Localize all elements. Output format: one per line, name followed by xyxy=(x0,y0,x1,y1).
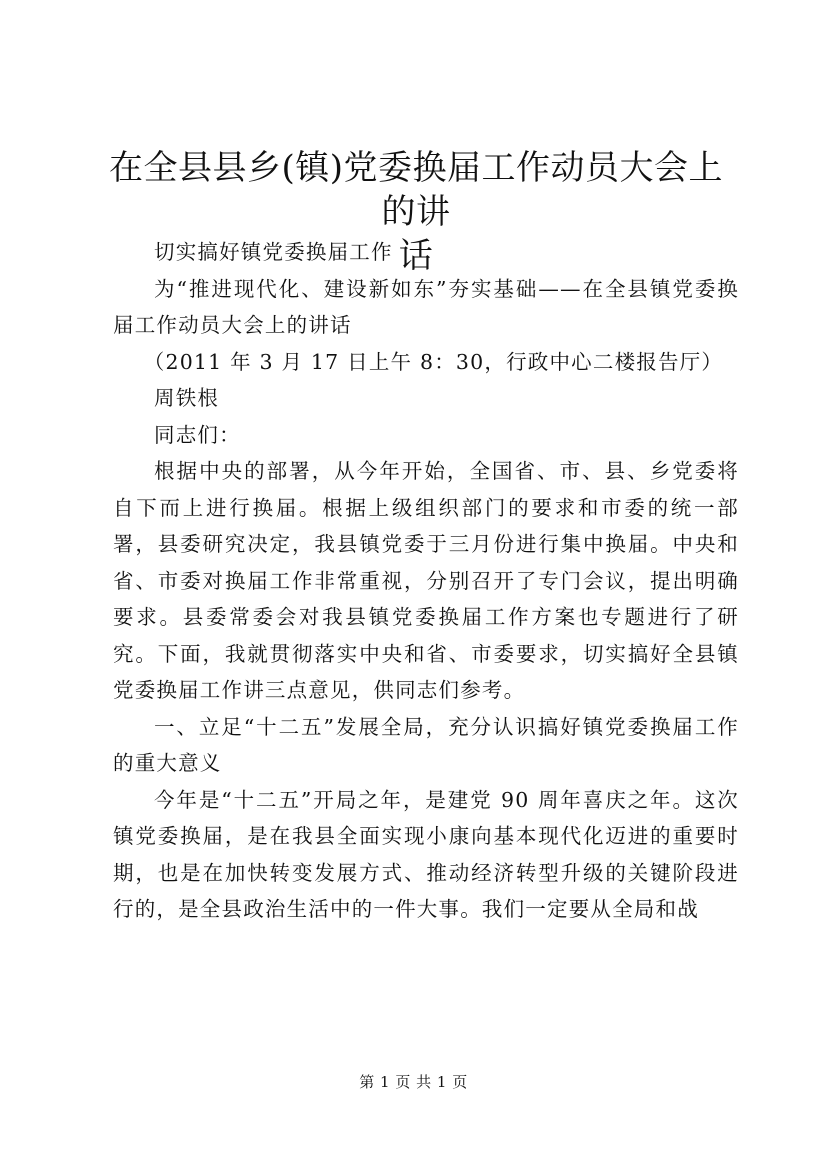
document-body xyxy=(113,234,739,928)
salutation: 同志们： xyxy=(154,422,241,447)
title-line-2: 话 xyxy=(398,236,434,276)
body-paragraph: 根据中央的部署，从今年开始，全国省、市、县、乡党委将自下而上进行换届。根据上级组织部门的要求和市委的统一部署，县委研究决定，我县镇党委于三月份进行集中换届。中央和省、市委对换届工作非常重视，分别召开了专门会议，提出明确要求。县委常委会对我县镇党委换届工作方案也专题进行了研究。下面，我就贯彻落实中央和省、市委要求，切实搞好全县镇党委换届工作讲三点意见，供同志们参考。 xyxy=(113,459,739,702)
section-heading: 一、立足“十二五”发展全局，充分认识搞好镇党委换届工作的重大意义 xyxy=(113,714,739,775)
page-number-footer: 第 1 页 共 1 页 xyxy=(359,1073,468,1091)
body-paragraph: 今年是“十二五”开局之年，是建党 90 周年喜庆之年。这次镇党委换届，是在我县全面实现小康向基本现代化迈进的重要时期，也是在加快转变发展方式、推动经济转型升级的关键阶段进行的，是全县政治生活中的一件大事。我们一定要从全局和战 xyxy=(113,787,739,921)
speech-heading-paragraph: 为“推进现代化、建设新如东”夯实基础——在全县镇党委换届工作动员大会上的讲话 xyxy=(113,276,739,337)
subtitle-paragraph: 切实搞好镇党委换届工作 xyxy=(154,240,393,264)
date-location-paragraph: （2011 年 3 月 17 日上午 8：30，行政中心二楼报告厅） xyxy=(143,349,724,374)
title-line-1: 在全县县乡(镇)党委换届工作动员大会上的讲 xyxy=(108,148,724,232)
speaker-name: 周铁根 xyxy=(154,386,220,410)
